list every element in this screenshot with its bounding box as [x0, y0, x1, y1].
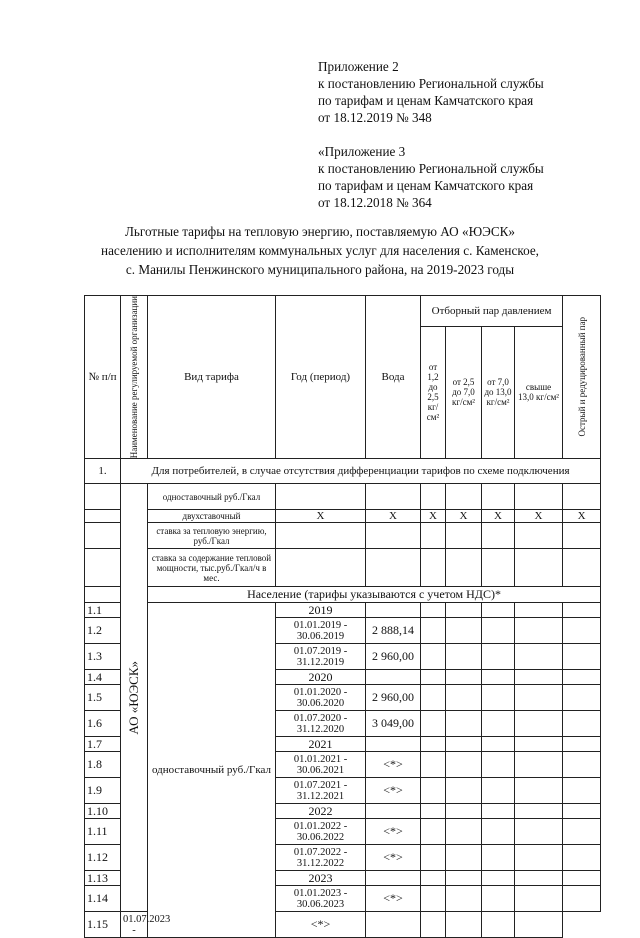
org-name: АО «ЮЭСК»	[126, 660, 141, 735]
row-num: 1.11	[85, 819, 121, 845]
table-row	[85, 549, 601, 587]
empty-cell	[482, 845, 515, 871]
period-cell: 01.01.2023 - 30.06.2023	[276, 886, 366, 912]
empty-cell	[421, 603, 446, 618]
section-1-text: Для потребителей, в случае отсутствия дифференциации тарифов по схеме подключения	[121, 459, 601, 484]
empty-cell	[515, 886, 563, 912]
empty-cell	[515, 737, 563, 752]
document-title	[0, 222, 640, 279]
water-value: 2 888,14	[366, 618, 421, 644]
empty-cell	[366, 549, 421, 587]
header-num: № п/п	[85, 296, 121, 459]
header-steam-group: Отборный пар давлением	[421, 296, 563, 327]
population-header-row	[85, 587, 601, 603]
empty-cell	[366, 912, 421, 938]
empty-cell	[482, 618, 515, 644]
header-year: Год (период)	[276, 296, 366, 459]
period-cell: 01.07.2020 - 31.12.2020	[276, 711, 366, 737]
num-cell	[85, 484, 121, 510]
header-pressure-1: от 1,2 до 2,5 кг/см²	[421, 326, 446, 459]
org-cell	[121, 484, 148, 912]
table-row	[85, 523, 601, 549]
empty-cell	[515, 804, 563, 819]
empty-cell	[563, 523, 601, 549]
empty-cell	[482, 819, 515, 845]
appendix-2-line: от 18.12.2019 № 348	[318, 110, 432, 125]
water-value: <*>	[366, 752, 421, 778]
tariff-table	[84, 295, 601, 938]
empty-cell	[515, 912, 563, 938]
water-value: <*>	[366, 886, 421, 912]
empty-cell	[563, 685, 601, 711]
empty-cell	[515, 603, 563, 618]
appendix-3-line: от 18.12.2018 № 364	[318, 195, 432, 210]
title-line: Льготные тарифы на тепловую энергию, поставляемую АО «ЮЭСК»	[124, 224, 516, 239]
empty-cell	[421, 523, 446, 549]
row-num: 1.4	[85, 670, 121, 685]
header-pressure-2: от 2,5 до 7,0 кг/см²	[446, 326, 482, 459]
empty-cell	[366, 523, 421, 549]
num-cell	[85, 587, 121, 603]
single-rate-label: одноставочный руб./Гкал	[148, 603, 276, 938]
appendix-2-line: Приложение 2	[318, 59, 399, 74]
empty-cell	[563, 711, 601, 737]
empty-cell	[421, 737, 446, 752]
empty-cell	[482, 603, 515, 618]
tariff-label: одноставочный руб./Гкал	[148, 484, 276, 510]
empty-cell	[446, 737, 482, 752]
section-1-num: 1.	[85, 459, 121, 484]
empty-cell	[446, 845, 482, 871]
appendix-3-line: «Приложение 3	[318, 144, 406, 159]
water-value	[366, 804, 421, 819]
empty-cell	[563, 778, 601, 804]
header-org-cell	[121, 296, 148, 459]
period-cell: 01.01.2021 - 30.06.2021	[276, 752, 366, 778]
row-num: 1.9	[85, 778, 121, 804]
empty-cell	[421, 845, 446, 871]
header-sharp-cell	[563, 296, 601, 459]
empty-cell	[563, 845, 601, 871]
empty-cell	[421, 886, 446, 912]
empty-cell	[482, 752, 515, 778]
empty-cell	[563, 549, 601, 587]
period-cell: 01.07.2023 -	[121, 912, 148, 938]
period-cell: 01.01.2020 - 30.06.2020	[276, 685, 366, 711]
period-cell: 01.01.2019 - 30.06.2019	[276, 618, 366, 644]
empty-cell	[482, 549, 515, 587]
empty-cell	[446, 871, 482, 886]
period-cell: 01.07.2021 - 31.12.2021	[276, 778, 366, 804]
empty-cell	[446, 484, 482, 510]
empty-cell	[421, 549, 446, 587]
row-num: 1.1	[85, 603, 121, 618]
empty-cell	[515, 523, 563, 549]
x-mark: X	[515, 510, 563, 523]
empty-cell	[421, 685, 446, 711]
empty-cell	[482, 484, 515, 510]
appendix-2-line: по тарифам и ценам Камчатского края	[318, 93, 534, 108]
water-value	[366, 670, 421, 685]
empty-cell	[421, 804, 446, 819]
empty-cell	[421, 644, 446, 670]
x-mark: X	[421, 510, 446, 523]
empty-cell	[446, 670, 482, 685]
header-pressure-4: свыше 13,0 кг/см²	[515, 326, 563, 459]
empty-cell	[446, 685, 482, 711]
empty-cell	[515, 670, 563, 685]
empty-cell	[563, 819, 601, 845]
empty-cell	[482, 912, 515, 938]
empty-cell	[482, 871, 515, 886]
num-cell	[85, 523, 121, 549]
empty-cell	[482, 778, 515, 804]
header-water: Вода	[366, 296, 421, 459]
row-num: 1.8	[85, 752, 121, 778]
x-mark: X	[563, 510, 601, 523]
empty-cell	[515, 819, 563, 845]
empty-cell	[446, 886, 482, 912]
tariff-label: ставка за тепловую энергию, руб./Гкал	[148, 523, 276, 549]
empty-cell	[515, 484, 563, 510]
row-num: 1.15	[85, 912, 121, 938]
empty-cell	[276, 484, 366, 510]
water-value	[366, 737, 421, 752]
empty-cell	[482, 804, 515, 819]
empty-cell	[482, 644, 515, 670]
empty-cell	[563, 484, 601, 510]
tariff-label: ставка за содержание тепловой мощности, тыс.руб./Гкал/ч в мес.	[148, 549, 276, 587]
empty-cell	[482, 711, 515, 737]
water-value: <*>	[366, 845, 421, 871]
row-num: 1.7	[85, 737, 121, 752]
year-cell: 2022	[276, 804, 366, 819]
empty-cell	[446, 804, 482, 819]
empty-cell	[421, 752, 446, 778]
header-org: Наименование регулируемой организации	[129, 296, 139, 459]
empty-cell	[446, 752, 482, 778]
empty-cell	[421, 819, 446, 845]
water-value: 2 960,00	[366, 685, 421, 711]
table-row	[85, 484, 601, 510]
header-tariff-type: Вид тарифа	[148, 296, 276, 459]
empty-cell	[563, 603, 601, 618]
period-cell: 01.07.2022 - 31.12.2022	[276, 845, 366, 871]
empty-cell	[563, 752, 601, 778]
water-value: <*>	[276, 912, 366, 938]
empty-cell	[482, 737, 515, 752]
empty-cell	[515, 711, 563, 737]
empty-cell	[563, 670, 601, 685]
empty-cell	[421, 778, 446, 804]
empty-cell	[421, 670, 446, 685]
empty-cell	[446, 644, 482, 670]
empty-cell	[563, 644, 601, 670]
empty-cell	[482, 685, 515, 711]
row-num: 1.6	[85, 711, 121, 737]
empty-cell	[563, 737, 601, 752]
empty-cell	[482, 670, 515, 685]
empty-cell	[446, 603, 482, 618]
row-num: 1.12	[85, 845, 121, 871]
empty-cell	[446, 711, 482, 737]
appendix-3-header	[318, 143, 544, 211]
appendix-2-line: к постановлению Региональной службы	[318, 76, 544, 91]
empty-cell	[515, 618, 563, 644]
x-mark: X	[446, 510, 482, 523]
empty-cell	[515, 549, 563, 587]
table-row	[85, 510, 601, 523]
period-cell: 01.01.2022 - 30.06.2022	[276, 819, 366, 845]
empty-cell	[446, 618, 482, 644]
empty-cell	[482, 886, 515, 912]
water-value	[366, 871, 421, 886]
empty-cell	[515, 871, 563, 886]
population-header: Население (тарифы указываются с учетом НДС)*	[148, 587, 601, 603]
x-mark: X	[366, 510, 421, 523]
water-value: 2 960,00	[366, 644, 421, 670]
empty-cell	[276, 549, 366, 587]
title-line: населению и исполнителям коммунальных услуг для населения с. Каменское,	[101, 243, 539, 258]
header-pressure-3: от 7,0 до 13,0 кг/см²	[482, 326, 515, 459]
empty-cell	[421, 871, 446, 886]
x-mark: X	[482, 510, 515, 523]
empty-cell	[446, 819, 482, 845]
num-cell	[85, 549, 121, 587]
empty-cell	[446, 523, 482, 549]
tariff-label: двухставочный	[148, 510, 276, 523]
year-cell: 2021	[276, 737, 366, 752]
row-num: 1.14	[85, 886, 121, 912]
title-line: с. Манилы Пенжинского муниципального района, на 2019-2023 годы	[125, 262, 515, 277]
empty-cell	[366, 484, 421, 510]
appendix-2-header	[318, 58, 544, 126]
empty-cell	[515, 845, 563, 871]
row-num: 1.5	[85, 685, 121, 711]
appendix-3-line: к постановлению Региональной службы	[318, 161, 544, 176]
empty-cell	[515, 752, 563, 778]
year-cell: 2019	[276, 603, 366, 618]
empty-cell	[563, 804, 601, 819]
row-num: 1.2	[85, 618, 121, 644]
empty-cell	[446, 549, 482, 587]
water-value: 3 049,00	[366, 711, 421, 737]
row-num: 1.10	[85, 804, 121, 819]
empty-cell	[421, 711, 446, 737]
empty-cell	[446, 912, 482, 938]
row-num: 1.3	[85, 644, 121, 670]
water-value: <*>	[366, 778, 421, 804]
empty-cell	[515, 778, 563, 804]
empty-cell	[421, 912, 446, 938]
empty-cell	[482, 523, 515, 549]
x-mark: X	[276, 510, 366, 523]
empty-cell	[563, 618, 601, 644]
empty-cell	[515, 644, 563, 670]
empty-cell	[563, 871, 601, 886]
period-cell: 01.07.2019 - 31.12.2019	[276, 644, 366, 670]
empty-cell	[421, 618, 446, 644]
empty-cell	[515, 685, 563, 711]
empty-cell	[276, 523, 366, 549]
year-cell: 2023	[276, 871, 366, 886]
row-num: 1.13	[85, 871, 121, 886]
water-value	[366, 603, 421, 618]
empty-cell	[421, 484, 446, 510]
empty-cell	[446, 778, 482, 804]
appendix-3-line: по тарифам и ценам Камчатского края	[318, 178, 534, 193]
header-sharp: Острый и редуцированный пар	[576, 317, 587, 437]
num-cell	[85, 510, 121, 523]
water-value: <*>	[366, 819, 421, 845]
table-row	[85, 603, 601, 618]
year-cell: 2020	[276, 670, 366, 685]
empty-cell	[563, 886, 601, 912]
